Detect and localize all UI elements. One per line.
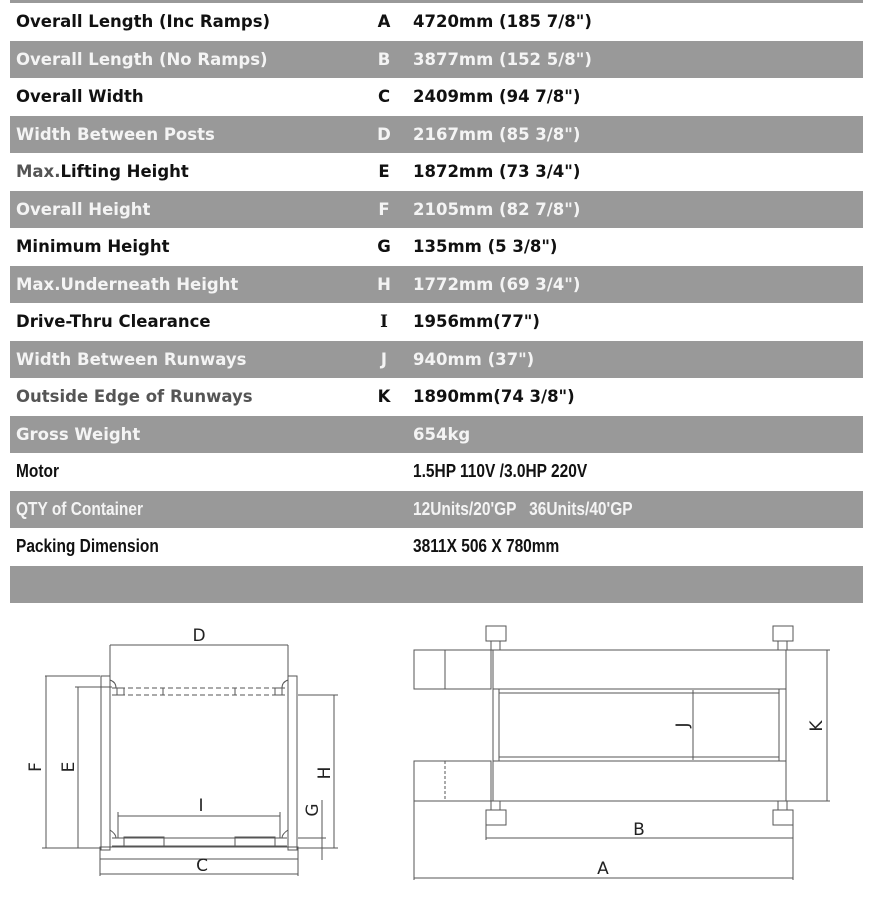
spec-row-qty-of-container — [10, 491, 863, 529]
spec-code: K — [377, 387, 391, 406]
spec-label: QTY of Container — [16, 498, 144, 519]
spec-table — [10, 3, 863, 603]
spec-code: F — [378, 199, 390, 219]
spec-row-overall-length-no-ramps — [10, 41, 863, 79]
spec-value: 940mm (37") — [413, 349, 535, 369]
spec-value: 1872mm (73 3/4") — [413, 162, 581, 181]
spec-value: 3877mm (152 5/8") — [413, 49, 592, 69]
spec-row-overall-length-inc-ramps — [10, 3, 863, 41]
dim-label-d: D — [192, 626, 206, 646]
spec-row-drive-thru-clearance — [10, 303, 863, 341]
spec-value: 12Units/20'GP 36Units/40'GP — [413, 498, 633, 519]
dim-label-a: A — [597, 859, 609, 879]
spec-row-minimum-height — [10, 228, 863, 266]
spec-row-overall-height — [10, 191, 863, 229]
spec-label: Minimum Height — [16, 237, 170, 256]
dim-label-j: J — [673, 722, 693, 728]
spec-label: Width Between Runways — [16, 349, 247, 369]
post-base-plates — [486, 626, 793, 825]
dim-label-f: F — [26, 762, 46, 772]
spec-row-width-between-runways — [10, 341, 863, 379]
dim-label-h: H — [315, 766, 335, 780]
spec-row-outside-edge-of-runways — [10, 378, 863, 416]
spec-value: 1890mm(74 3/8") — [413, 387, 575, 406]
spec-row-max-lifting-height — [10, 153, 863, 191]
spec-label: Motor — [16, 461, 59, 481]
spec-value: 1956mm(77") — [413, 312, 540, 331]
spec-value: 654kg — [413, 424, 471, 444]
spec-code: D — [377, 124, 391, 144]
dimension-diagrams — [0, 610, 875, 911]
spec-code: I — [380, 312, 388, 331]
spec-label: Outside Edge of Runways — [16, 387, 253, 406]
spec-label: Overall Length (No Ramps) — [16, 49, 268, 69]
front-view-drawing — [42, 645, 338, 876]
spec-label: Overall Width — [16, 87, 144, 106]
top-view-drawing — [414, 650, 830, 880]
spec-label — [16, 153, 189, 191]
spec-row-width-between-posts — [10, 116, 863, 154]
spec-label-rest: Lifting Height — [60, 162, 189, 181]
spec-label: Overall Height — [16, 199, 151, 219]
spec-value: 2167mm (85 3/8") — [413, 124, 581, 144]
spec-label: Gross Weight — [16, 424, 141, 444]
spec-code: A — [377, 12, 391, 31]
spec-label-prefix: Max. — [16, 162, 61, 181]
spec-value: 1.5HP 110V /3.0HP 220V — [413, 461, 588, 481]
spec-code: E — [378, 162, 390, 181]
spec-label: Max.Underneath Height — [16, 274, 239, 294]
spec-value: 4720mm (185 7/8") — [413, 12, 592, 31]
spec-label: Overall Length (Inc Ramps) — [16, 12, 271, 31]
spec-label: Packing Dimension — [16, 536, 159, 556]
spec-label: Drive-Thru Clearance — [16, 312, 211, 331]
spec-value: 2105mm (82 7/8") — [413, 199, 581, 219]
spec-row-overall-width — [10, 78, 863, 116]
spec-row-max-underneath-height — [10, 266, 863, 304]
spec-row-empty — [10, 566, 863, 604]
dim-label-b: B — [633, 820, 645, 840]
spec-row-gross-weight — [10, 416, 863, 454]
dim-label-i: I — [198, 796, 204, 816]
spec-code: C — [377, 87, 391, 106]
spec-value: 1772mm (69 3/4") — [413, 274, 581, 294]
dim-label-g: G — [303, 803, 323, 817]
dim-label-e: E — [59, 761, 79, 773]
spec-label: Width Between Posts — [16, 124, 215, 144]
dim-label-k: K — [807, 720, 827, 732]
spec-row-packing-dimension — [10, 528, 863, 566]
spec-code: G — [377, 237, 391, 256]
spec-code: B — [377, 49, 391, 69]
spec-row-motor — [10, 453, 863, 491]
spec-value: 3811X 506 X 780mm — [413, 536, 560, 556]
lift-drawings — [0, 610, 875, 911]
spec-code: J — [380, 349, 388, 369]
dim-label-c: C — [196, 856, 208, 876]
spec-value: 135mm (5 3/8") — [413, 237, 558, 256]
spec-value: 2409mm (94 7/8") — [413, 87, 581, 106]
spec-code: H — [377, 274, 391, 294]
